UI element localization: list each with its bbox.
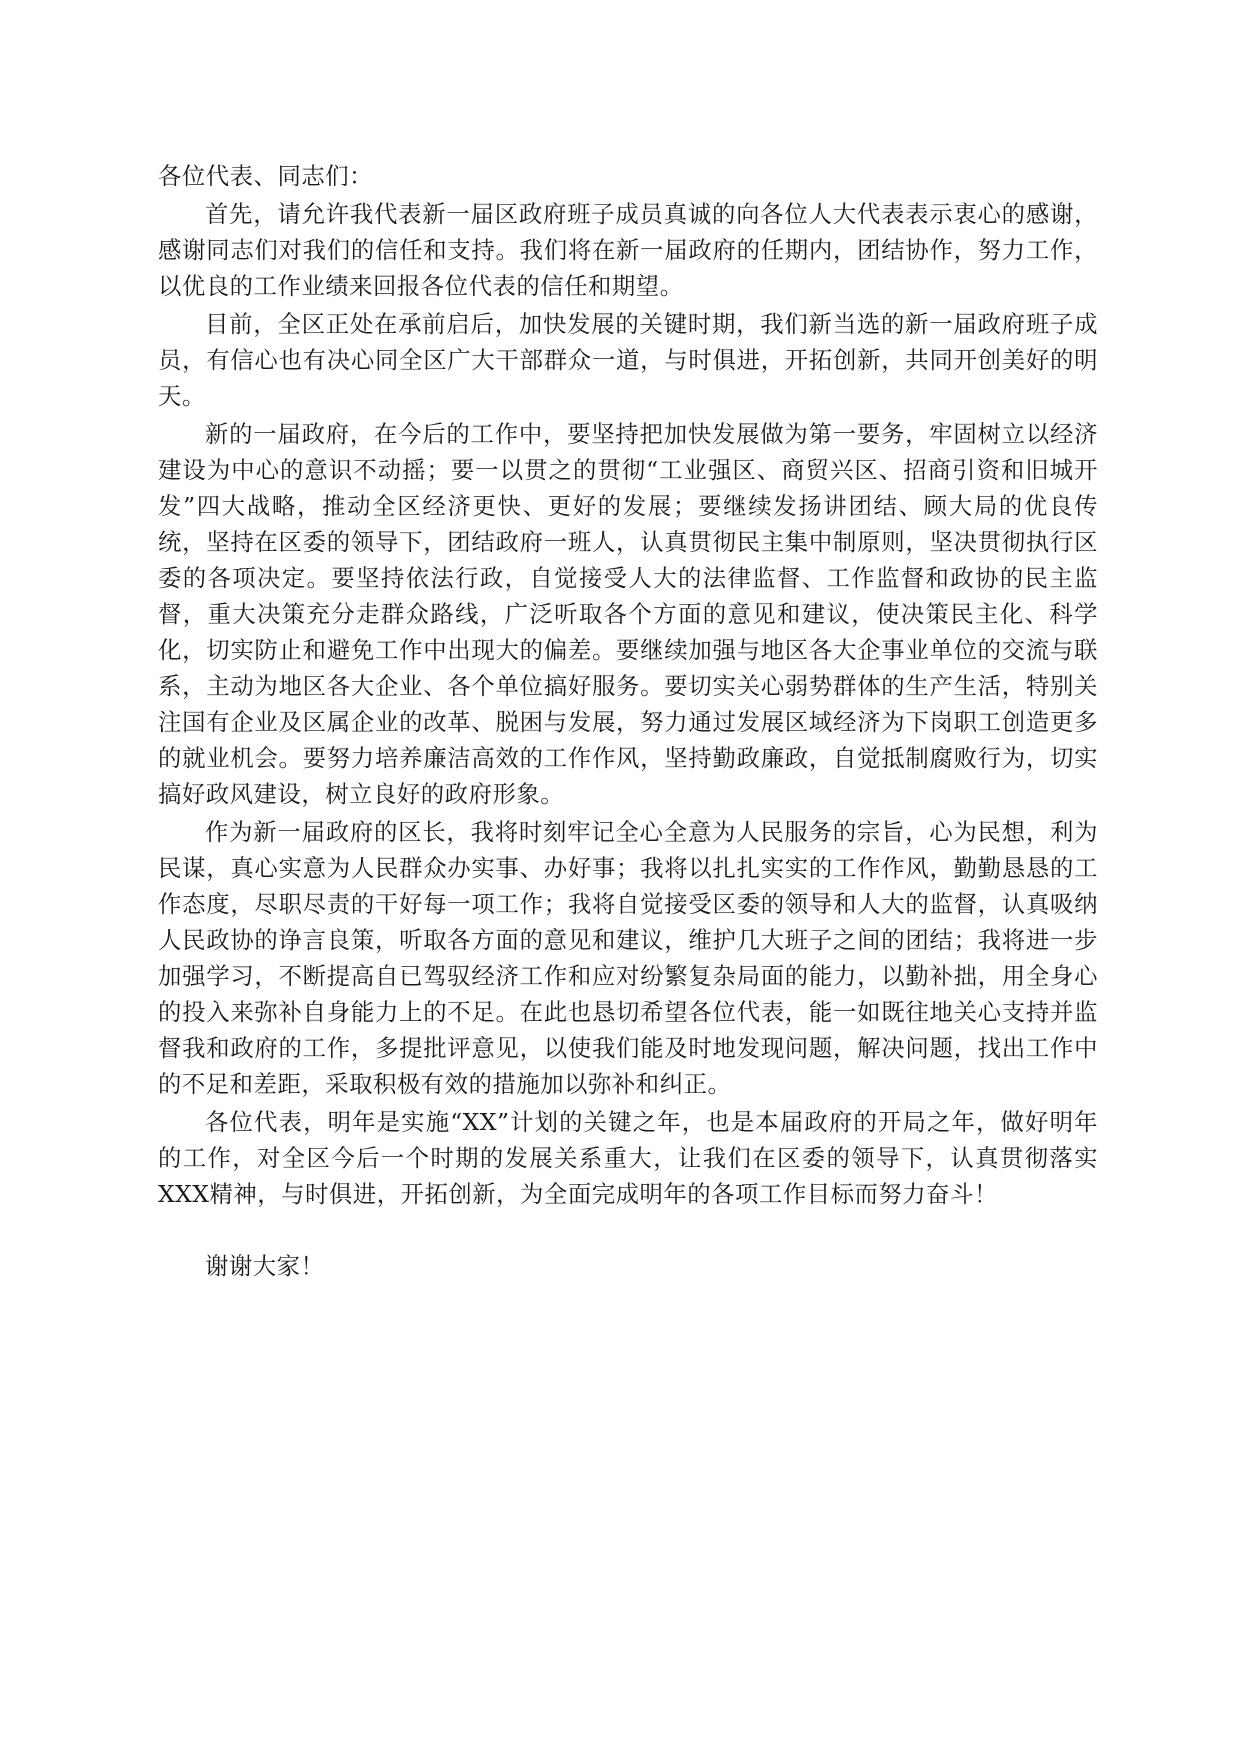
paragraph-personal-commitment: 作为新一届政府的区长，我将时刻牢记全心全意为人民服务的宗旨，心为民想，利为民谋，真心实意为人民群众办实事、办好事；我将以扎扎实实的工作作风，勤勤恳恳的工作态度，尽职尽责的干好每一项工作；我将自觉接受区委的领导和人大的监督，认真吸纳人民政协的诤言良策，听取各方面的意见和建议，维护几大班子之间的团结；我将进一步加强学习，不断提高自已驾驭经济工作和应对纷繁复杂局面的能力，以勤补拙，用全身心的投入来弥补自身能力上的不足。在此也恳切希望各位代表，能一如既往地关心支持并监督我和政府的工作，多提批评意见，以使我们能及时地发现问题，解决问题，找出工作中的不足和差距，采取积极有效的措施加以弥补和纠正。 (158, 818, 1098, 1098)
paragraph-thanks: 首先，请允许我代表新一届区政府班子成员真诚的向各位人大代表表示衷心的感谢，感谢同志们对我们的信任和支持。我们将在新一届政府的任期内，团结协作，努力工作，以优良的工作业绩来回报各位代表的信任和期望。 (158, 200, 1098, 300)
paragraph-current-situation: 目前，全区正处在承前启后，加快发展的关键时期，我们新当选的新一届政府班子成员，有信心也有决心同全区广大干部群众一道，与时俱进，开拓创新，共同开创美好的明天。 (158, 310, 1098, 410)
paragraph-call-to-action: 各位代表，明年是实施“XX”计划的关键之年，也是本届政府的开局之年，做好明年的工作，对全区今后一个时期的发展关系重大，让我们在区委的领导下，认真贯彻落实XXX精神，与时俱进，开拓创新，为全面完成明年的各项工作目标而努力奋斗！ (158, 1108, 1098, 1208)
paragraph-government-goals: 新的一届政府，在今后的工作中，要坚持把加快发展做为第一要务，牢固树立以经济建设为中心的意识不动摇；要一以贯之的贯彻“工业强区、商贸兴区、招商引资和旧城开发”四大战略，推动全区经济更快、更好的发展；要继续发扬讲团结、顾大局的优良传统，坚持在区委的领导下，团结政府一班人，认真贯彻民主集中制原则，坚决贯彻执行区委的各项决定。要坚持依法行政，自觉接受人大的法律监督、工作监督和政协的民主监督，重大决策充分走群众路线，广泛听取各个方面的意见和建议，使决策民主化、科学化，切实防止和避免工作中出现大的偏差。要继续加强与地区各大企事业单位的交流与联系，主动为地区各大企业、各个单位搞好服务。要切实关心弱势群体的生产生活，特别关注国有企业及区属企业的改革、脱困与发展，努力通过发展区域经济为下岗职工创造更多的就业机会。要努力培养廉洁高效的工作作风，坚持勤政廉政，自觉抵制腐败行为，切实搞好政风建设，树立良好的政府形象。 (158, 420, 1098, 808)
closing-remark: 谢谢大家！ (205, 1252, 325, 1280)
salutation: 各位代表、同志们： (158, 162, 374, 190)
document-page (158, 158, 1098, 1284)
